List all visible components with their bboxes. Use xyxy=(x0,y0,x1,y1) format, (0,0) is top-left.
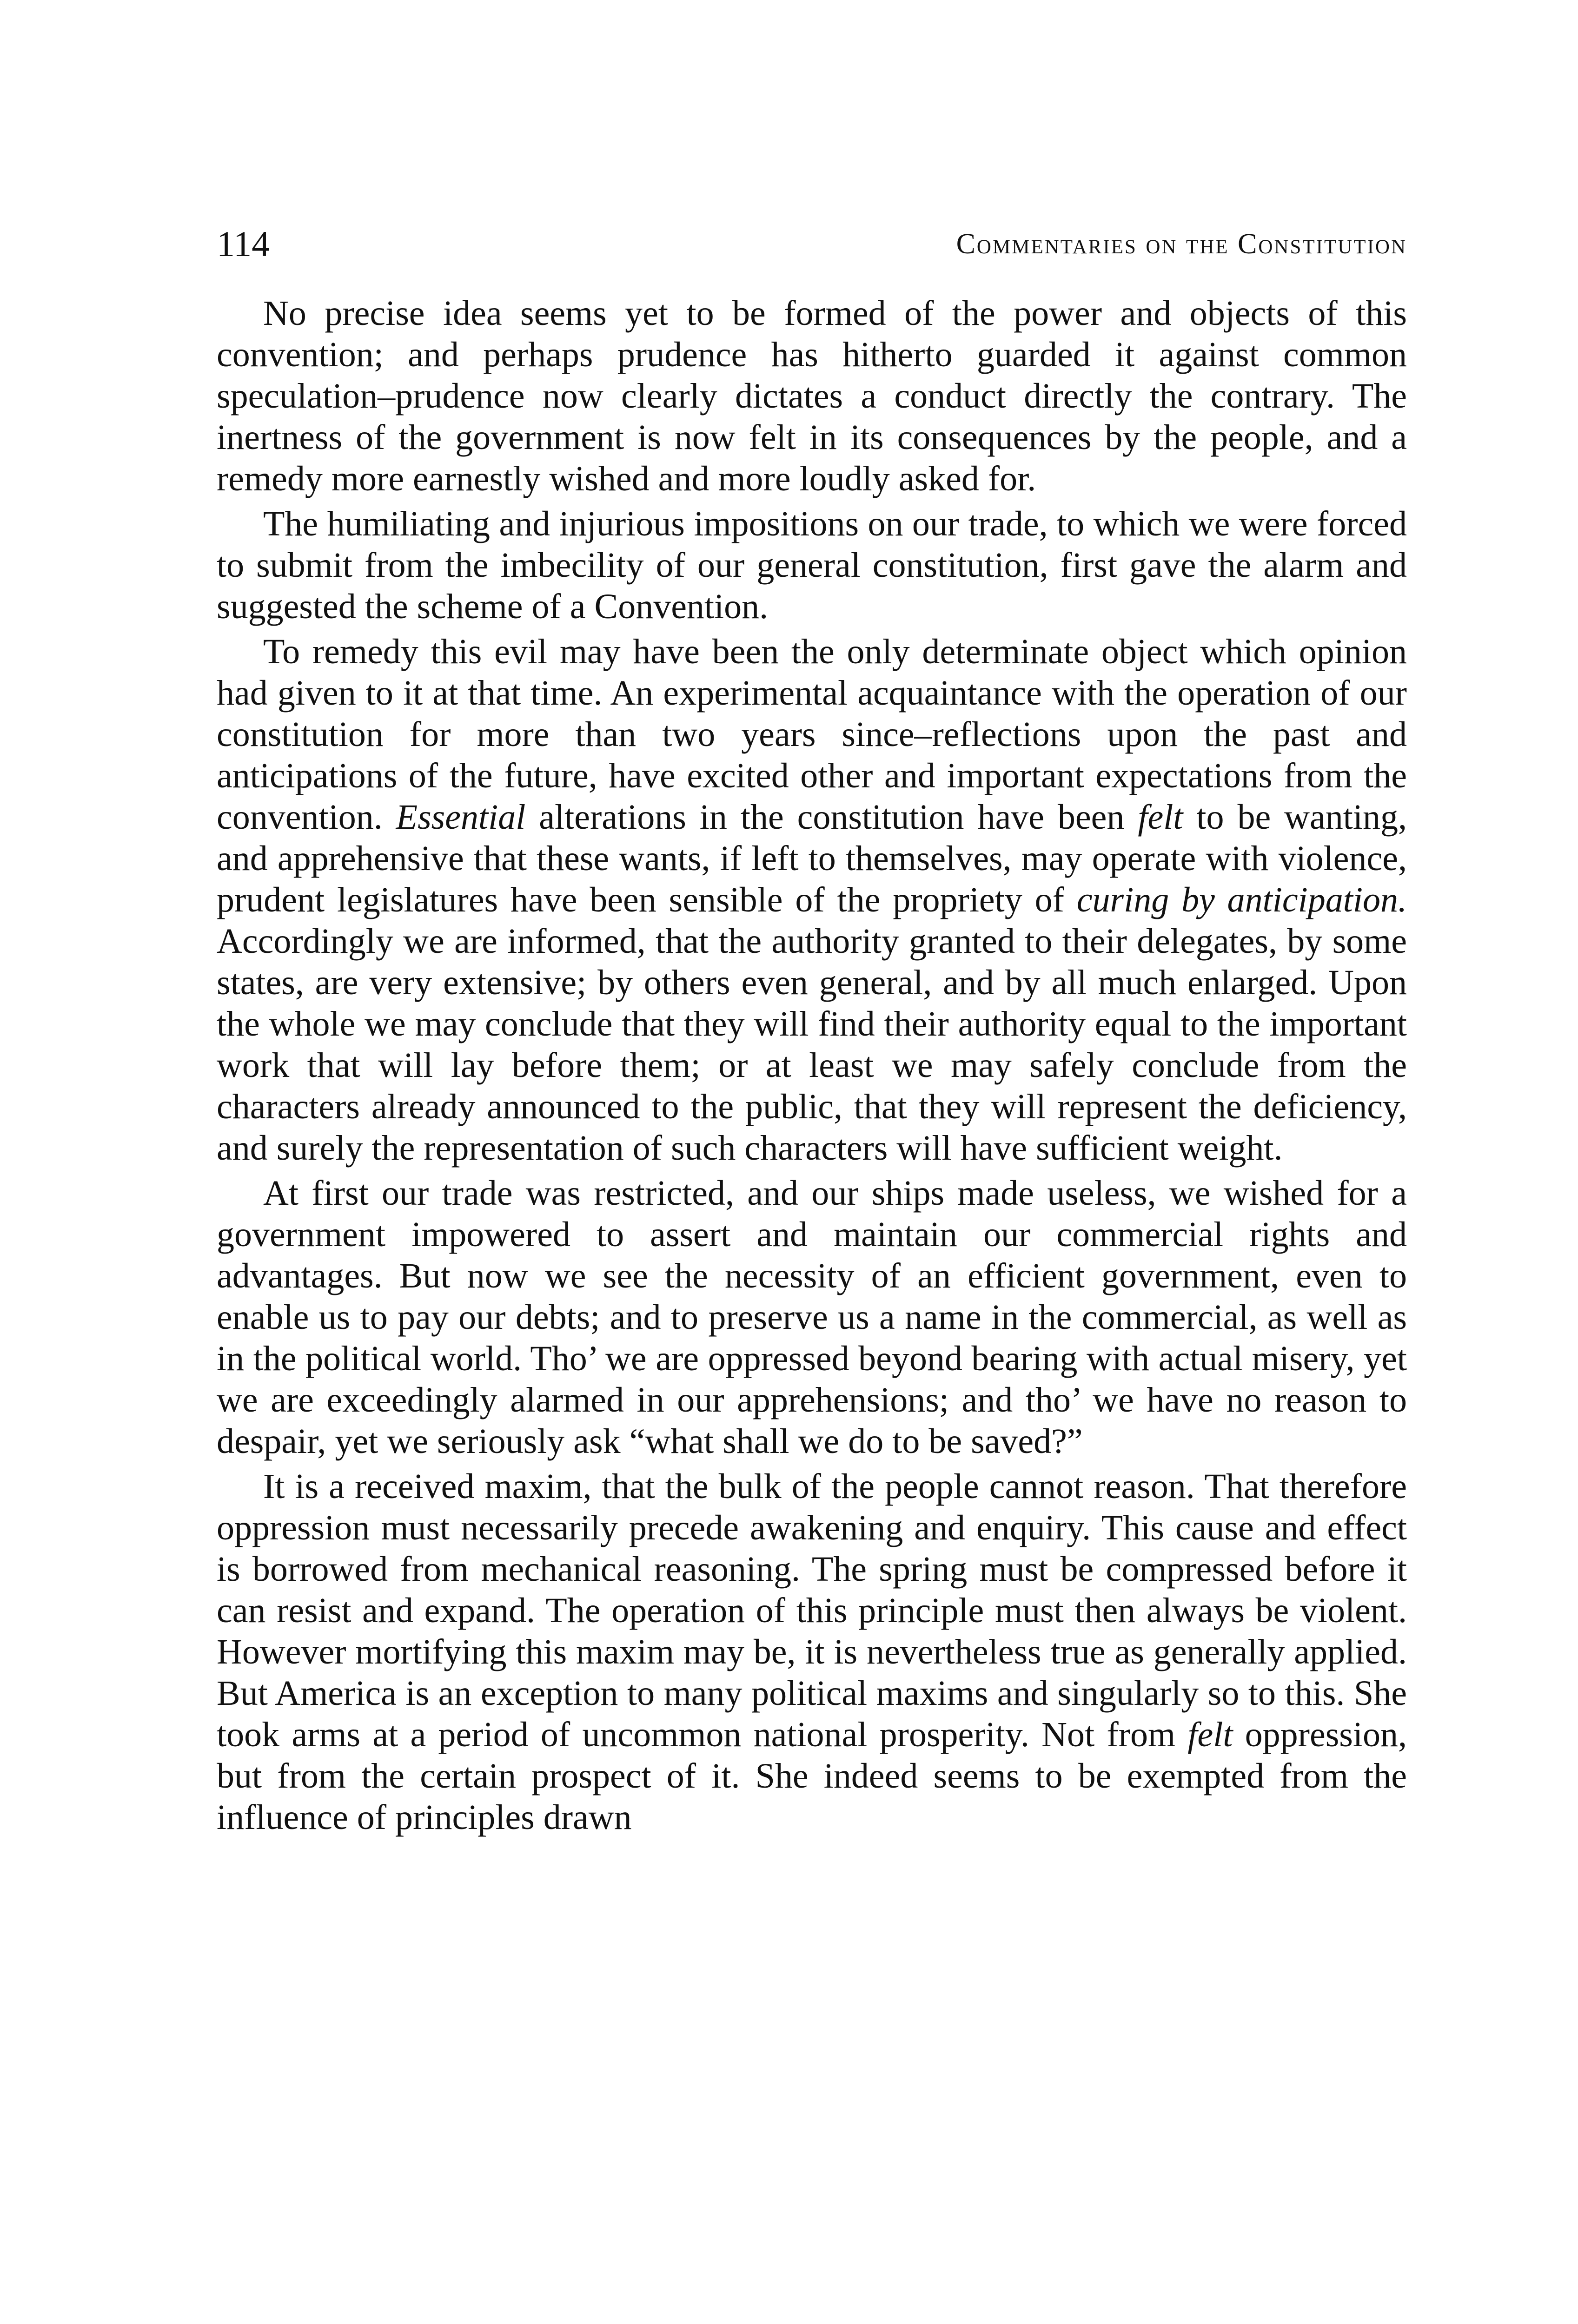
running-title: Commentaries on the Constitution xyxy=(956,228,1407,260)
text-run: To remedy this evil may have been the only determinate object which opinion had given to it at that time. An experimental acquaintance with the operation of our constitution for more than two years since–reflections upon the past and anticipations of the future, have excited other and important expectations from the convention. xyxy=(217,632,1407,837)
page-number: 114 xyxy=(217,224,270,264)
italic-text: felt xyxy=(1138,798,1183,837)
italic-text: Essential xyxy=(396,798,526,837)
text-run: At first our trade was restricted, and our ships made useless, we wished for a government impowered to assert and maintain our commercial rights and advantages. But now we see the necessity of an efficient government, even to enable us to pay our debts; and to preserve us a name in the commercial, as well as in the political world. Tho’ we are oppressed beyond bearing with actual misery, yet we are exceedingly alarmed in our apprehensions; and tho’ we have no reason to despair, yet we seriously ask “what shall we do to be saved?” xyxy=(217,1174,1407,1461)
text-run: to be wanting, and apprehensive that these wants, if left to themselves, may operate with violence, prudent legislatures have been sensible of the propriety of xyxy=(217,798,1407,919)
text-run: No precise idea seems yet to be formed of the power and objects of this convention; and perhaps prudence has hitherto guarded it against common speculation–prudence now clearly dictates a conduct directly the contrary. The inertness of the government is now felt in its consequences by the people, and a remedy more earnestly wished and more loudly asked for. xyxy=(217,294,1407,498)
italic-text: felt xyxy=(1187,1715,1233,1754)
paragraph xyxy=(217,1466,1407,1838)
text-run: Accordingly we are informed, that the authority granted to their delegates, by some states, are very extensive; by others even general, and by all much enlarged. Upon the whole we may conclude that they will find their authority equal to the important work that will lay before them; or at least we may safely conclude from the characters already announced to the public, that they will represent the deficiency, and surely the representation of such characters will have sufficient weight. xyxy=(217,922,1407,1168)
running-head xyxy=(217,218,1407,270)
body-text xyxy=(217,293,1407,1838)
text-run: oppression, but from the certain prospect of it. She indeed seems to be exempted from the influence of principles drawn xyxy=(217,1715,1407,1837)
paragraph xyxy=(217,631,1407,1169)
paragraph xyxy=(217,1173,1407,1462)
text-run: It is a received maxim, that the bulk of the people cannot reason. That therefore oppression must necessarily precede awakening and enquiry. This cause and effect is borrowed from mechanical reasoning. The spring must be compressed before it can resist and expand. The operation of this principle must then always be violent. However mortifying this maxim may be, it is nevertheless true as generally applied. But America is an exception to many political maxims and singularly so to this. She took arms at a period of uncommon national prosperity. Not from xyxy=(217,1467,1407,1754)
italic-text: curing by anticipation. xyxy=(1076,880,1407,919)
text-run: alterations in the constitution have been xyxy=(525,798,1138,837)
paragraph xyxy=(217,503,1407,627)
text-run: The humiliating and injurious impositions on our trade, to which we were forced to submit from the imbecility of our general constitution, first gave the alarm and suggested the scheme of a Convention. xyxy=(217,504,1407,626)
paragraph xyxy=(217,293,1407,500)
